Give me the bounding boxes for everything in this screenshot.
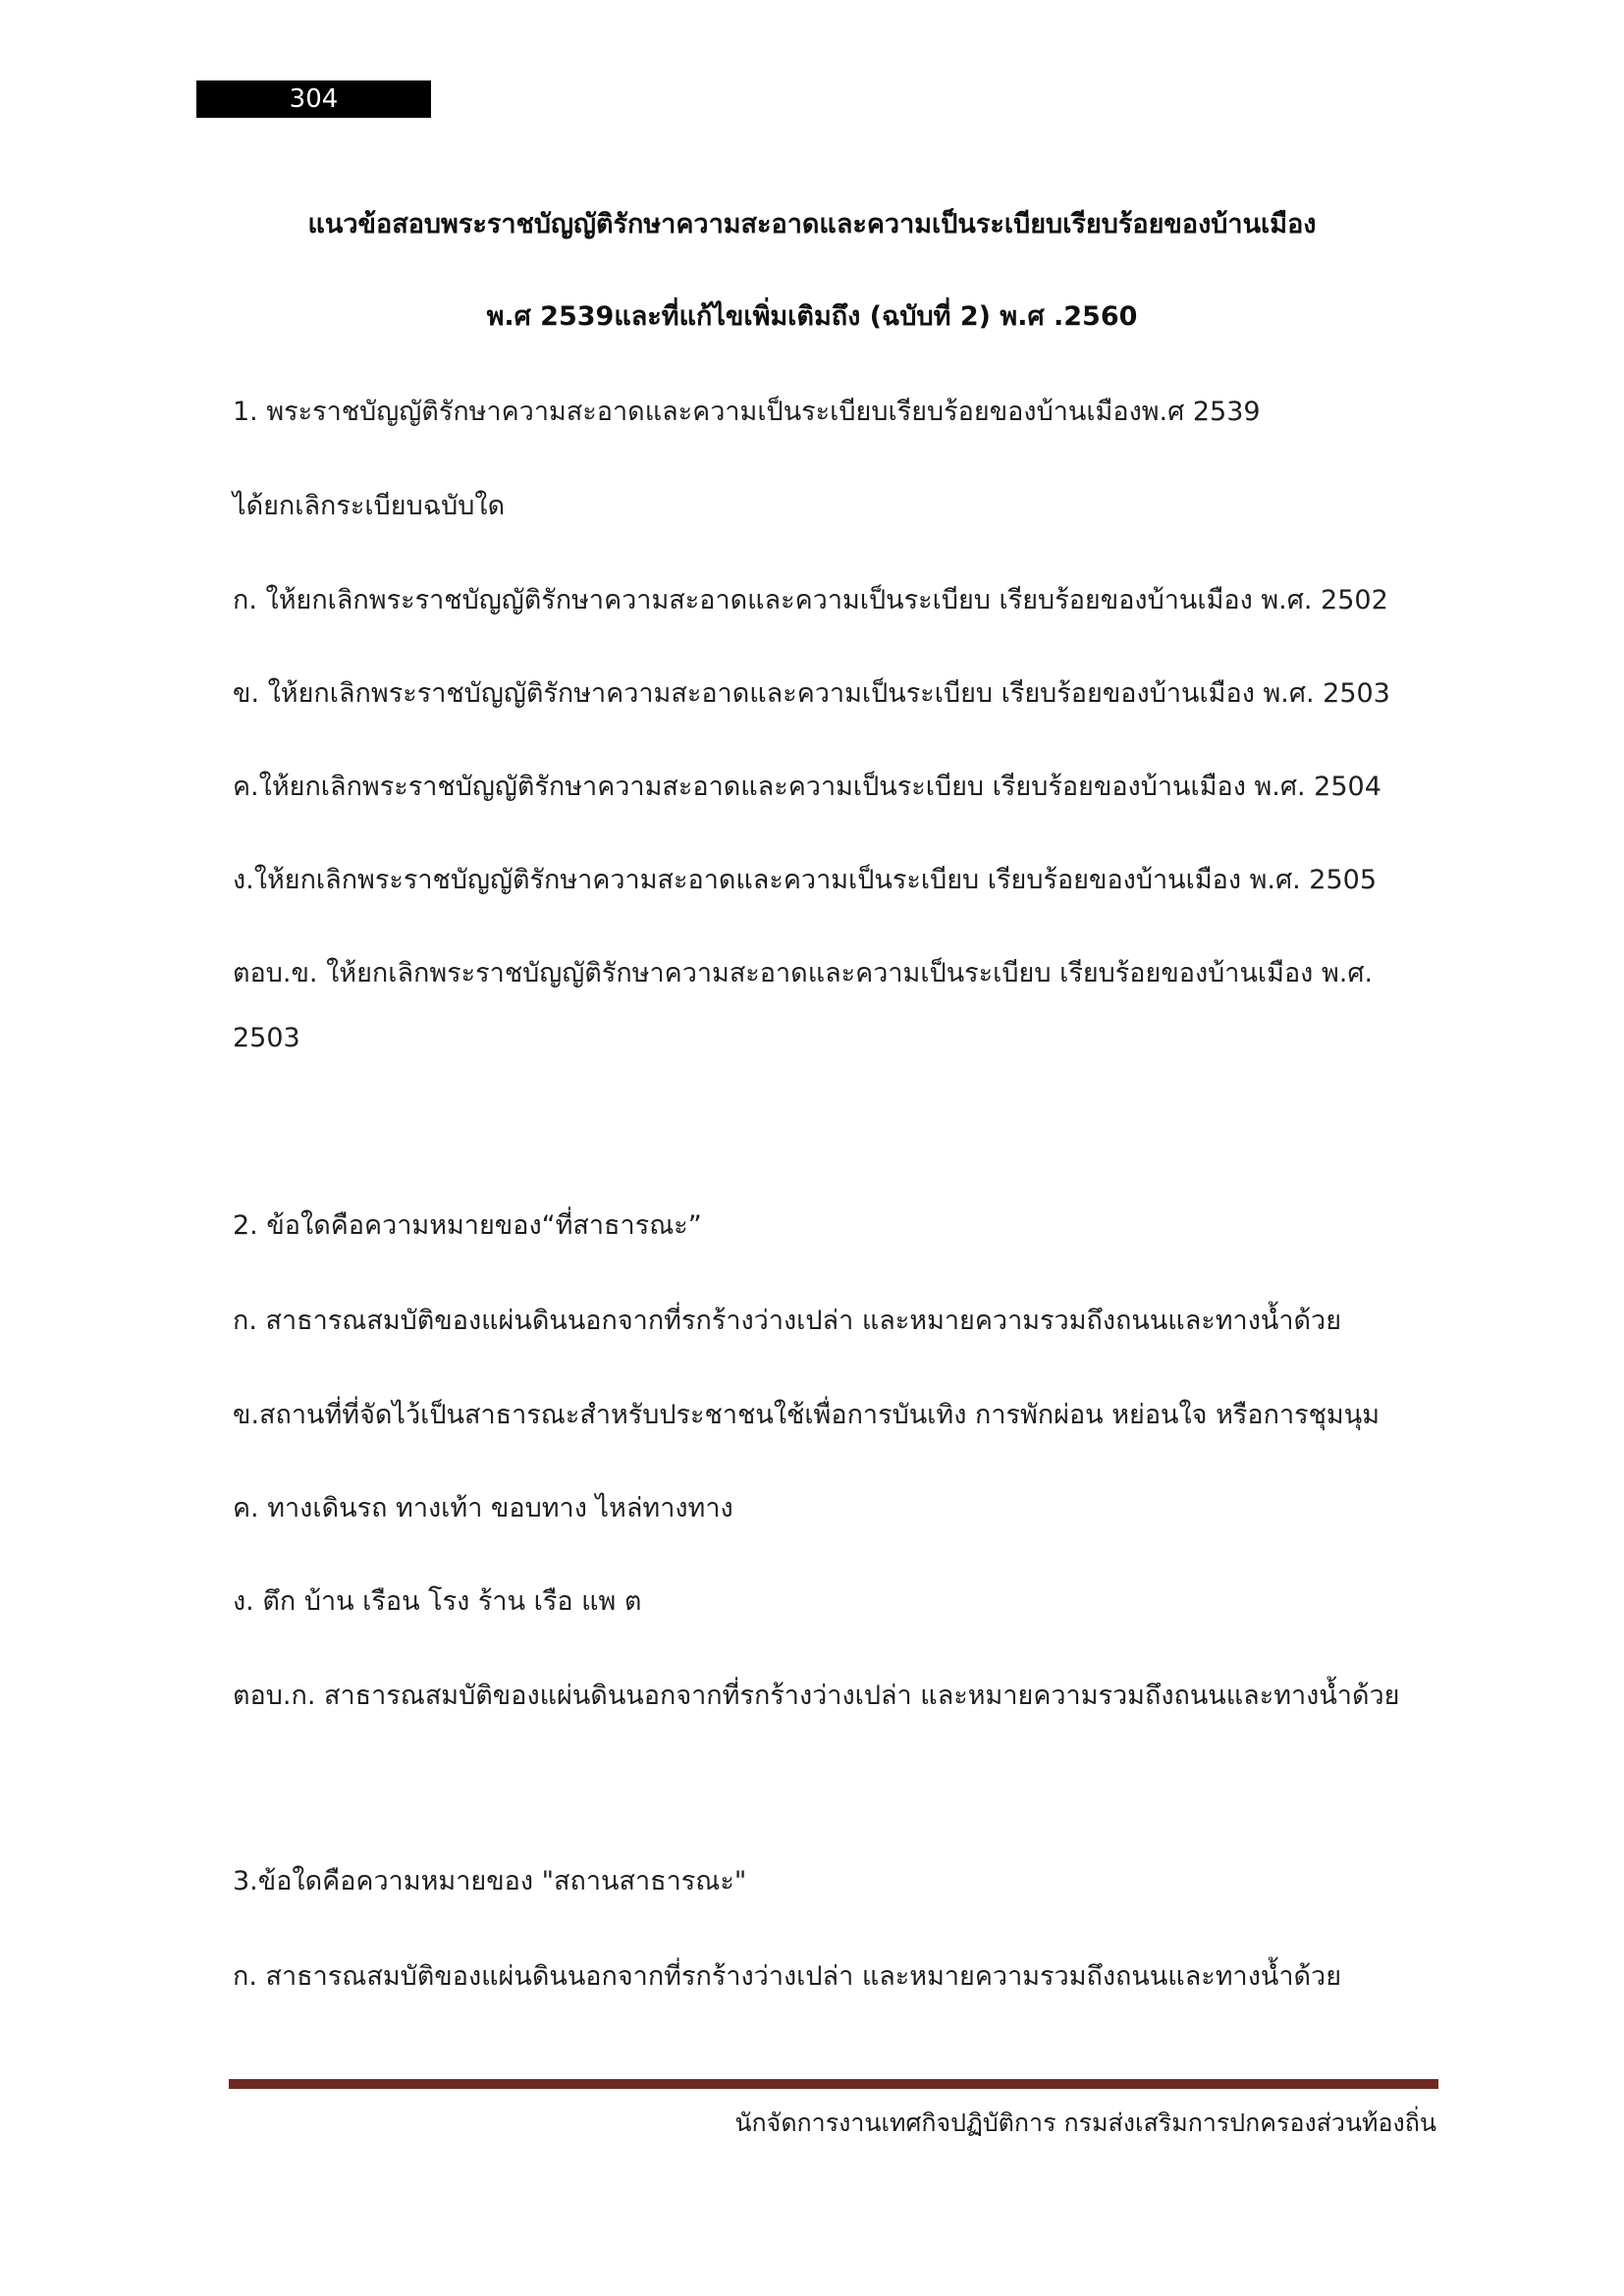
question-3-text: 3.ข้อใดคือความหมายของ "สถานสาธารณะ" (233, 1866, 747, 1896)
question-2-choice-d: ง. ตึก บ้าน เรือน โรง ร้าน เรือ แพ ต (233, 1586, 642, 1617)
question-1-choice-b: ข. ให้ยกเลิกพระราชบัญญัติรักษาความสะอาดและความเป็นระเบียบ เรียบร้อยของบ้านเมือง พ.ศ. 2503 (233, 678, 1390, 709)
question-2-choice-b: ข.สถานที่ที่จัดไว้เป็นสาธารณะสำหรับประชาชนใช้เพื่อการบันเทิง การพักผ่อน หย่อนใจ หรือการชุมนุม (233, 1400, 1380, 1430)
question-1-choice-d: ง.ให้ยกเลิกพระราชบัญญัติรักษาความสะอาดและความเป็นระเบียบ เรียบร้อยของบ้านเมือง พ.ศ. 2505 (233, 865, 1378, 895)
question-2-choice-c: ค. ทางเดินรถ ทางเท้า ขอบทาง ไหล่ทางทาง (233, 1493, 733, 1523)
question-1-text: 1. พระราชบัญญัติรักษาความสะอาดและความเป็นระเบียบเรียบร้อยของบ้านเมืองพ.ศ 2539 (233, 397, 1261, 427)
question-1-answer: ตอบ.ข. ให้ยกเลิกพระราชบัญญัติรักษาความสะอาดและความเป็นระเบียบ เรียบร้อยของบ้านเมือง พ.ศ. (233, 958, 1374, 988)
question-1-text-continued: ได้ยกเลิกระเบียบฉบับใด (233, 491, 506, 521)
question-2-answer: ตอบ.ก. สาธารณสมบัติของแผ่นดินนอกจากที่รกร้างว่างเปล่า และหมายความรวมถึงถนนและทางน้ำด้วย (233, 1681, 1400, 1711)
question-1-answer-continued: 2503 (233, 1023, 300, 1053)
question-3-choice-a: ก. สาธารณสมบัติของแผ่นดินนอกจากที่รกร้างว่างเปล่า และหมายความรวมถึงถนนและทางน้ำด้วย (233, 1961, 1342, 1992)
question-2-text: 2. ข้อใดคือความหมายของ“ที่สาธารณะ” (233, 1210, 702, 1241)
question-1-choice-c: ค.ให้ยกเลิกพระราชบัญญัติรักษาความสะอาดและความเป็นระเบียบ เรียบร้อยของบ้านเมือง พ.ศ. 2504 (233, 772, 1381, 802)
question-1-choice-a: ก. ให้ยกเลิกพระราชบัญญัติรักษาความสะอาดและความเป็นระเบียบ เรียบร้อยของบ้านเมือง พ.ศ. 2502 (233, 585, 1388, 615)
document-title-line-1: แนวข้อสอบพระราชบัญญัติรักษาความสะอาดและความเป็นระเบียบเรียบร้อยของบ้านเมือง (307, 209, 1317, 240)
question-2-choice-a: ก. สาธารณสมบัติของแผ่นดินนอกจากที่รกร้างว่างเปล่า และหมายความรวมถึงถนนและทางน้ำด้วย (233, 1306, 1342, 1336)
footer-text: นักจัดการงานเทศกิจปฏิบัติการ กรมส่งเสริมการปกครองส่วนท้องถิ่น (734, 2109, 1436, 2137)
page-number: 304 (196, 80, 431, 118)
footer-divider (229, 2079, 1438, 2089)
document-title-line-2: พ.ศ 2539และที่แก้ไขเพิ่มเติมถึง (ฉบับที่ 2) พ.ศ .2560 (486, 301, 1138, 332)
